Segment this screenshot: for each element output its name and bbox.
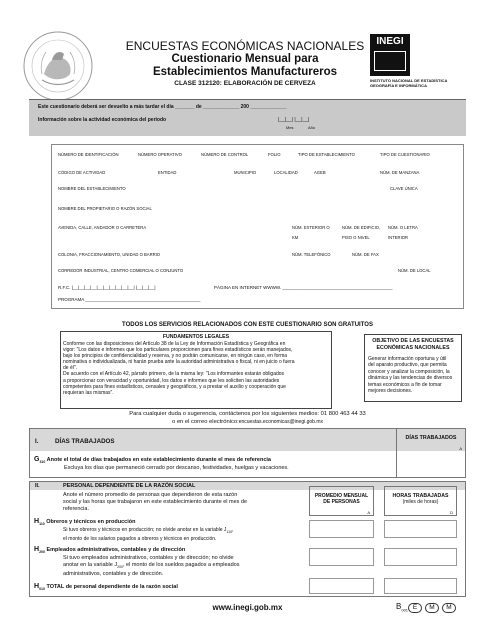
days-column-letter: A (459, 446, 462, 451)
establishment-name-field[interactable]: NOMBRE DEL ESTABLECIMIENTO (58, 186, 126, 191)
intro-line: referencia. (63, 506, 89, 512)
period-label: Información sobre la actividad económica del periodo (38, 117, 167, 123)
colony-field[interactable]: COLONIA, FRACCIONAMIENTO, UNIDAD O BARRIO (58, 252, 161, 257)
days-column-title: DÍAS TRABAJADOS (405, 435, 457, 441)
control-number-field[interactable]: NÚMERO DE CONTROL (201, 152, 249, 157)
avg-persons-title-2: DE PERSONAS (323, 499, 360, 505)
h010-heading (34, 583, 178, 591)
objective-title (364, 338, 462, 351)
exterior-number-field[interactable]: NÚM. EXTERIOR O (292, 225, 330, 230)
h200-code-sub: 200 (39, 550, 45, 555)
legal-p1-l2: vigor: "Los datos e informes que los particulares proporcionen para fines estadísticos serán manejados, (63, 347, 293, 354)
legal-p1-l1: Conforme con las disposiciones del Artículo 38 de la Ley de Información Estadística y Geográfica en (63, 341, 286, 347)
objective-line: temas económicos a fin de tomar (368, 381, 442, 388)
institute-name (370, 78, 447, 88)
avg-persons-letter: A (367, 510, 370, 515)
h110-note-line-2: el monto de los salarios pagados a obreros y técnicos en producción. (63, 535, 217, 542)
h110-hours-input[interactable] (384, 520, 457, 538)
ageb-field[interactable]: AGEB (314, 170, 326, 175)
municipality-field[interactable]: MUNICIPIO (234, 170, 257, 175)
operative-number-field[interactable]: NÚMERO OPERATIVO (138, 152, 182, 157)
km-label: KM (292, 235, 299, 240)
section-1-number: I. (35, 438, 39, 445)
footer-letter-m2: M (442, 603, 456, 613)
h010-code-sub: 010 (39, 587, 45, 592)
survey-title: ENCUESTAS ECONÓMICAS NACIONALES (125, 39, 365, 53)
legal-p1-l3: bajo los principios de confidencialidad y reserva, y no podrán comunicarse, en ningún caso, en forma (63, 353, 288, 360)
period-field[interactable]: |__|__| |__|__| (278, 117, 310, 123)
legal-p1-l5: de él". (63, 365, 78, 372)
legal-p1-l4: nominativa o individualizada, ni harán prueba ante la autoridad administrativa o fiscal, ni en juicio o fuera (63, 359, 295, 366)
days-column-header (396, 429, 465, 451)
h200-persons-input[interactable] (309, 548, 374, 566)
days-answer-cell[interactable] (396, 451, 465, 477)
local-number-field[interactable]: NÚM. DE LOCAL (398, 268, 431, 273)
legal-p2-l3: competentes para fines estadísticos, censales y geográficos, y a prestar el auxilio y cooperación que (63, 383, 286, 390)
objective-line: del aparato productivo, que permita (368, 362, 447, 369)
g310-note: Excluya los días que permaneció cerrado por descanso, festividades, huelgas y vacaciones. (64, 465, 289, 471)
block-number-field[interactable]: NÚM. DE MANZANA (380, 170, 420, 175)
website-field[interactable]: PÁGINA EN INTERNET WWWW. ____________________________________________ (214, 285, 393, 290)
avg-persons-title-1: PROMEDIO MENSUAL (314, 493, 369, 499)
free-services-notice: TODOS LOS SERVICIOS RELACIONADOS CON ESTE CUESTIONARIO SON GRATUITOS (122, 322, 373, 328)
h010-persons-input[interactable] (309, 578, 374, 594)
h200-title: Empleados administrativos, contables y de dirección (46, 547, 186, 553)
section-1-title: DÍAS TRABAJADOS (55, 438, 115, 445)
intro-line: social y las horas que trabajaron en este establecimiento durante el mes de (63, 499, 248, 505)
section-2-title: PERSONAL DEPENDIENTE DE LA RAZÓN SOCIAL (63, 483, 196, 489)
email-label: o en el correo electrónico: (172, 419, 239, 425)
building-number-field[interactable]: NÚM. DE EDIFICIO, (342, 225, 381, 230)
hours-worked-title: HORAS TRABAJADAS (392, 493, 449, 499)
objective-title-1: OBJETIVO DE LAS ENCUESTAS (372, 338, 454, 344)
h110-heading (34, 518, 136, 526)
h110-note-line-1: Si tuvo obreros y técnicos en producción; no olvide anotar en la variable J (63, 527, 227, 533)
avg-persons-header (309, 486, 374, 516)
program-field[interactable]: PROGRAMA ______________________________________________ (58, 297, 201, 302)
h010-title: TOTAL de personal dependiente de la razón social (46, 584, 178, 590)
h110-code: H (34, 518, 40, 525)
h110-persons-input[interactable] (309, 520, 374, 538)
street-field[interactable]: AVENIDA, CALLE, ANDADOR O CARRETERA (58, 225, 147, 230)
email-link[interactable]: encuestas.economicas@inegi.gob.mx (238, 419, 323, 425)
section-2-number: II. (35, 483, 40, 489)
footer-code (396, 602, 408, 613)
interior-label: INTERIOR (388, 235, 409, 240)
inegi-logo (370, 34, 410, 76)
objective-line: dinámica y las tendencias de diversos (368, 375, 453, 382)
h110-var-sub: 110 (226, 530, 233, 534)
legal-p2-l4: requieran las mismas". (63, 389, 114, 396)
h200-note (63, 555, 239, 578)
h010-hours-input[interactable] (384, 578, 457, 594)
coat-of-arms-seal (22, 30, 94, 102)
g310-code: G (34, 456, 40, 463)
establishment-type-field[interactable]: TIPO DE ESTABLECIMIENTO (298, 152, 355, 157)
entity-field[interactable]: ENTIDAD (158, 170, 177, 175)
owner-name-field[interactable]: NOMBRE DEL PROPIETARIO O RAZÓN SOCIAL (58, 206, 152, 211)
hours-worked-sub: (miles de horas) (402, 499, 439, 505)
objective-line: Generar información oportuna y útil (368, 356, 447, 362)
legal-p2-l1: De acuerdo con el Artículo 42, párrafo primero, de la misma ley: "Los informantes estarán obligados (63, 371, 285, 378)
hours-worked-letter: D (450, 510, 453, 515)
phone-field[interactable]: NÚM. TELEFÓNICO (292, 252, 331, 257)
h200-heading (34, 546, 185, 554)
legal-p2-l2: a proporcionar con veracidad y oportunidad, los datos e informes que les soliciten las autoridades (63, 377, 280, 384)
legal-title: FUNDAMENTOS LEGALES (162, 334, 230, 340)
objective-line: conocer y analizar la composición, la (368, 368, 450, 375)
h110-code-sub: 110 (39, 522, 45, 527)
g310-text: Anote el total de días trabajados en este establecimiento durante el mes de referencia (46, 457, 271, 463)
class-line: CLASE 312120: ELABORACIÓN DE CERVEZA (174, 80, 316, 87)
h200-note-line-2a: anotar en la variable J (63, 562, 118, 568)
footer-letter-e: E (408, 603, 422, 613)
unique-key-field[interactable]: CLAVE ÚNICA (390, 186, 418, 191)
footer-url[interactable]: www.inegi.gob.mx (212, 603, 283, 612)
floor-label: PISO O NIVEL (342, 235, 370, 240)
h200-note-line-1: Si tuvo empleados administrativos, contables y de dirección; no olvide (63, 555, 234, 561)
questionnaire-type-field[interactable]: TIPO DE CUESTIONARIO (380, 152, 430, 157)
id-number-field[interactable]: NÚMERO DE IDENTIFICACIÓN (58, 152, 119, 157)
legal-text (63, 341, 331, 396)
activity-code-field[interactable]: CÓDIGO DE ACTIVIDAD (58, 170, 106, 175)
objective-title-2: ECONÓMICAS NACIONALES (376, 344, 450, 351)
rfc-field[interactable]: R.F.C. |__|__|__|__|__|__|__|__|__|__| |__|__|__| (58, 285, 156, 290)
footer-letter-m1: M (425, 603, 439, 613)
h200-code: H (34, 546, 40, 553)
h200-note-line-3: administrativos, contables y de dirección. (63, 571, 164, 578)
objective-line: mejores decisiones. (368, 388, 413, 395)
letter-number-field[interactable]: NÚM. O LETRA (388, 225, 418, 230)
h200-note-line-2b: , el monto de los sueldos pagados a empleados (122, 562, 240, 568)
inegi-logo-text: INEGI (376, 36, 404, 47)
footer-letters (408, 603, 456, 613)
g310-code-sub: 310 (39, 460, 46, 465)
h110-note: Si tuvo obreros y técnicos en producción; no olvide anotar en la variable $J_{110}$, el monto de los salarios pagados a obreros y técnicos en producción. (63, 527, 234, 542)
questionnaire-title: Cuestionario Mensual para (171, 53, 319, 65)
institute-line-2: GEOGRAFÍA E INFORMÁTICA (370, 83, 427, 88)
h200-hours-input[interactable] (384, 548, 457, 566)
section-2-intro (63, 492, 303, 513)
anio-label: Año (308, 125, 316, 130)
contact-line-1: Para cualquier duda o sugerencia, contáctenos por los siguientes medios: 01 800 463 44 33 (129, 411, 366, 417)
folio-field[interactable]: FOLIO (268, 152, 281, 157)
hours-worked-header (384, 486, 457, 516)
institute-line-1: INSTITUTO NACIONAL DE ESTADÍSTICA (370, 78, 448, 83)
objective-text (368, 356, 460, 394)
locality-field[interactable]: LOCALIDAD (274, 170, 298, 175)
fax-field[interactable]: NÚM. DE FAX (352, 252, 379, 257)
question-g310 (34, 456, 271, 464)
due-date-line: Este cuestionario deberá ser devuelto a más tardar el día _______ de _____________ 200 _____________ (38, 104, 287, 110)
industrial-corridor-field[interactable]: CORREDOR INDUSTRIAL, CENTRO COMERCIAL O CONJUNTO (58, 268, 184, 273)
footer-code-letter: B (396, 602, 402, 611)
footer-code-sub: 001 (401, 607, 409, 613)
intro-line: Anote el número promedio de personas que dependieron de esta razón (63, 492, 238, 498)
mes-label: Mes (286, 125, 294, 130)
h010-code: H (34, 583, 40, 590)
contact-line-2 (0, 419, 495, 425)
h200-var-sub: 200 (117, 565, 123, 570)
questionnaire-subtitle: Establecimientos Manufactureros (152, 66, 338, 78)
h110-title: Obreros y técnicos en producción (46, 519, 136, 525)
